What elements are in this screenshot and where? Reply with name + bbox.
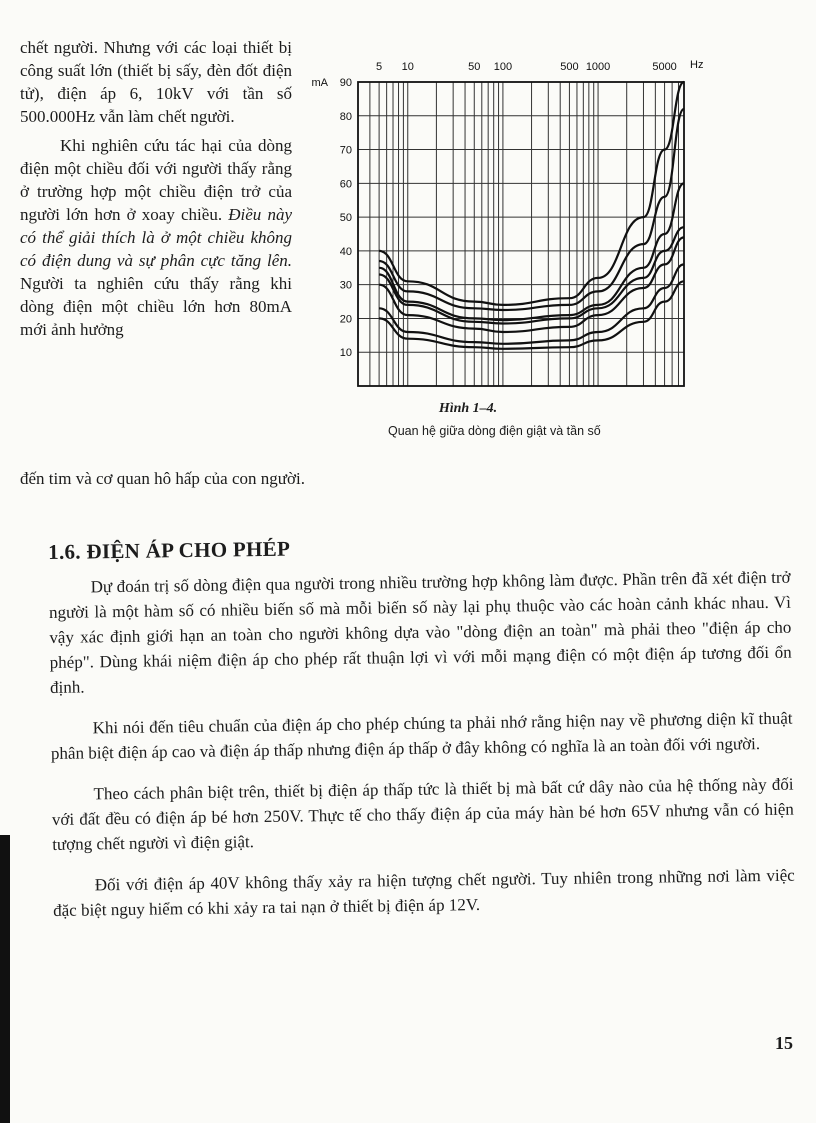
section-paragraph: Theo cách phân biệt trên, thiết bị điện áp thấp tức là thiết bị mà bất cứ dây nào của hệ thống này đối với đất đều có điện áp bé hơn 250V. Thực tế cho thấy điện áp của máy hàn bé hơn 65V nhưng vẫn có hiện tượng chết người vì điện giật.: [51, 774, 794, 854]
y-tick-label: 70: [339, 144, 352, 157]
y-axis-label: mA: [311, 77, 328, 89]
y-tick-label: 30: [339, 279, 352, 292]
y-tick-label: 90: [339, 77, 352, 89]
plot-frame: [358, 82, 684, 386]
y-tick-label: 50: [339, 212, 352, 225]
dc-text-italic: Điều này có thể giải thích là ở một chiều không có điện dung và sự phân cực tăng lên.: [20, 205, 293, 270]
section-paragraph: Dự đoán trị số dòng điện qua người trong nhiều trường hợp không làm được. Phần trên đã xét điện trở người là một hàm số có nhiều biến số mà mỗi biến số này lại phụ thuộc vào các hoàn cảnh khác nhau. Vì vậy xác định giới hạn an toàn cho người không dựa vào "dòng điện an toàn" mà phải theo "điện áp cho phép". Dùng khái niệm điện áp cho phép rất thuận lợi vì với mỗi mạng điện có một điện áp tương đối ổn định.: [48, 567, 792, 697]
paragraph-intro: chết người. Nhưng với các loại thiết bị công suất lớn (thiết bị sấy, đèn đốt điện tử), điện áp 6, 10kV với tần số 500.000Hz vẫn làm chết người.: [20, 38, 292, 126]
x-tick-label: 100: [493, 61, 513, 73]
paragraph-dc-current: [20, 134, 292, 341]
chart-svg: [296, 44, 716, 444]
y-tick-label: 40: [339, 245, 352, 258]
x-tick-label: 1000: [585, 61, 611, 73]
x-tick-label: 5000: [652, 61, 677, 73]
y-tick-label: 80: [339, 110, 352, 123]
dc-text-end: Người ta nghiên cứu thấy rằng khi dòng điện một chiều lớn hơn 80mA mới ảnh hưởng: [20, 274, 292, 339]
figure-chart: [296, 44, 716, 444]
section-heading: 1.6. ĐIỆN ÁP CHO PHÉP: [48, 536, 291, 564]
page-number: 15: [775, 1033, 793, 1053]
section-1-6: [48, 530, 795, 939]
top-left-column: [20, 36, 292, 341]
x-tick-label: 5: [376, 61, 383, 73]
paragraph-tail: đến tim và cơ quan hô hấp của con người.: [20, 469, 305, 488]
figure-caption-text: Quan hệ giữa dòng điện giật và tần số: [388, 424, 601, 438]
y-tick-label: 20: [339, 313, 352, 326]
figure-caption-title: Hình 1–4.: [438, 401, 498, 416]
y-tick-label: 60: [339, 178, 352, 191]
x-axis-label: Hz: [690, 59, 704, 71]
section-paragraph: Khi nói đến tiêu chuẩn của điện áp cho phép chúng ta phải nhớ rằng hiện nay về phương diện kĩ thuật phân biệt điện áp cao và điện áp thấp nhưng điện áp thấp ở đây không có nghĩa là an toàn đối với người.: [50, 708, 793, 763]
dc-text-start: Khi nghiên cứu tác hại của dòng điện một chiều đối với người thấy rằng ở trường hợp một chiều điện trở của người lớn hơn ở xoay chiều.: [20, 136, 292, 224]
x-tick-label: 50: [468, 61, 481, 73]
x-tick-label: 500: [560, 61, 579, 73]
y-tick-label: 10: [339, 347, 352, 360]
scan-edge-bar: [0, 835, 10, 1123]
x-tick-label: 10: [401, 61, 414, 73]
section-paragraph: Đối với điện áp 40V không thấy xảy ra hiện tượng chết người. Tuy nhiên trong những nơi làm việc đặc biệt nguy hiểm có khi xảy ra tai nạn ở thiết bị điện áp 12V.: [53, 865, 795, 920]
